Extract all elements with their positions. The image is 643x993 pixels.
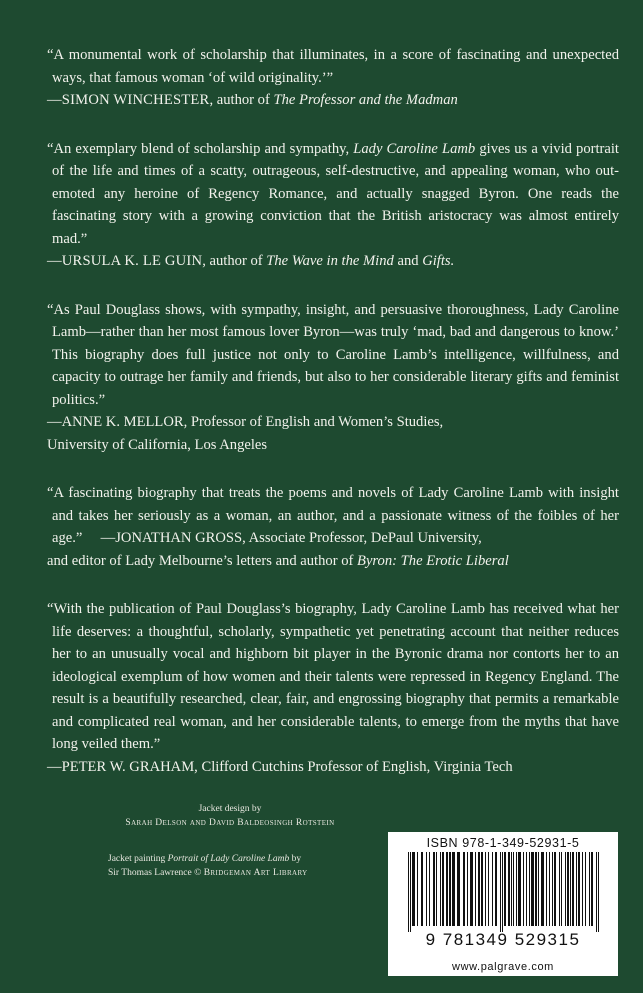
attribution (47, 89, 619, 112)
barcode-guard-bar (500, 852, 501, 932)
quote-text: “With the publication of Paul Douglass’s biography, Lady Caroline Lamb has received what her life deserves: a thoughtful, scholarly, sympathetic yet penetrating account that neither reduces her to an unusually vocal and highborn bit player in the Byronic drama nor contorts her to an ideological exemplum of how women and their talents were repressed in Regency England. The result is a beautifully researched, clear, fair, and engrossing biography that permits a remarkable and complicated real woman, and her considerable talents, to emerge from the myths that have long veiled them.” (47, 601, 619, 752)
barcode-bar (463, 852, 465, 926)
barcode-bar (567, 852, 569, 926)
painting-library: Bridgeman Art Library (203, 868, 308, 878)
endorsement-le-guin (47, 138, 619, 273)
barcode-bar (442, 852, 444, 926)
barcode-bar (578, 852, 580, 926)
isbn-barcode (388, 832, 618, 958)
painting-title: Portrait of Lady Caroline Lamb (167, 854, 290, 864)
barcode-bar (541, 852, 544, 926)
attribution-book: The Professor and the Madman (273, 92, 458, 108)
barcode-bar (429, 852, 430, 926)
quote-body-end: gives us a vivid portrait of the life and times of a scatty, outrageous, self-destructive, and appealing woman, who out-emoted any heroine of Regency Romance, and actually snagged Byron. One reads the fascinating story with a growing conviction that the British aristocracy was almost entirely mad.” (52, 140, 619, 247)
barcode-bar (488, 852, 489, 926)
barcode-bar (582, 852, 583, 926)
painting-by: by (289, 854, 302, 864)
endorsement-gross (47, 482, 619, 572)
quote-body: “A fascinating biography that treats the poems and novels of Lady Caroline Lamb with insight and takes her seriously as a woman, an author, and a passionate witness of the foibles of her age.” (47, 485, 619, 546)
barcode-bar (492, 852, 493, 926)
barcode-bar (576, 852, 577, 926)
attribution-text: , author of (209, 92, 274, 108)
attribution-and: and (393, 253, 423, 269)
barcode-bar (440, 852, 441, 926)
design-names: Sarah Delson and David Baldeosingh Rotstein (125, 818, 335, 828)
painting-line-2 (108, 866, 328, 880)
barcode-bar (585, 852, 586, 926)
barcode-bar (436, 852, 437, 926)
painting-label: Jacket painting (108, 854, 168, 864)
attribution-line-2: University of California, Los Angeles (47, 436, 268, 453)
barcode-bar (495, 852, 497, 926)
barcode-bar (538, 852, 539, 926)
attribution-line-1: —PETER W. GRAHAM, Clifford Cutchins Professor of English, Virginia Tech (47, 758, 513, 775)
endorsement-mellor (47, 299, 619, 457)
barcode-bar (452, 852, 455, 926)
barcode-bar (421, 852, 423, 926)
barcode-bar (478, 852, 480, 926)
barcode-bar (446, 852, 448, 926)
publisher-url: www.palgrave.com (388, 958, 618, 976)
painting-artist: Sir Thomas Lawrence © (108, 868, 204, 878)
quote-body: “An exemplary blend of scholarship and sympathy, (47, 140, 354, 157)
attribution (47, 250, 619, 273)
jacket-painting-credit (108, 852, 328, 880)
barcode-bar (417, 852, 418, 926)
barcode-guard-bar (598, 852, 599, 932)
quote-text (47, 44, 619, 89)
barcode-bar (504, 852, 506, 926)
attribution-name: —SIMON WINCHESTER (47, 92, 210, 108)
barcode-bar (449, 852, 451, 926)
barcode-bar (559, 852, 560, 926)
barcode-bar (561, 852, 562, 926)
quote-book-title: Lady Caroline Lamb (353, 140, 476, 157)
barcode-bar (516, 852, 517, 926)
attribution-name: —URSULA K. LE GUIN (47, 253, 203, 269)
quote-text: “As Paul Douglass shows, with sympathy, insight, and persuasive thoroughness, Lady Caroline Lamb—rather than her most famous lover Byron—was truly ‘mad, bad and dangerous to know.’ This biography does full justice not only to Caroline Lamb’s intelligence, willfulness, and capacity to outrage her family and friends, but also to her considerable literary gifts and feminist politics.” (47, 301, 619, 408)
barcode-bar (549, 852, 550, 926)
attribution-book: The Wave in the Mind (266, 253, 394, 269)
barcode-bar (552, 852, 553, 926)
attribution-book-2: Gifts. (422, 253, 455, 269)
endorsement-graham (47, 598, 619, 778)
barcode-bar (481, 852, 483, 926)
quote-text (47, 138, 619, 251)
barcode-bar (529, 852, 530, 926)
attribution-name: —JONATHAN GROSS, Associate Professor, DePaul University, (100, 530, 482, 546)
barcode-bar (433, 852, 435, 926)
quote-body: “A monumental work of scholarship that illuminates, in a score of fascinating and unexpected ways, that famous woman ‘of wild originality.’” (47, 47, 619, 86)
barcode-bars (394, 852, 612, 932)
barcode-bar (526, 852, 527, 926)
barcode-bar (485, 852, 486, 926)
barcode-guard-bar (410, 852, 411, 932)
jacket-design-credit (110, 802, 350, 830)
barcode-bar (546, 852, 547, 926)
barcode-guard-bar (596, 852, 597, 932)
attribution-line-2 (47, 550, 619, 573)
barcode-bar (508, 852, 510, 926)
barcode-bar (467, 852, 468, 926)
endorsements (47, 44, 619, 804)
barcode-bar (426, 852, 427, 926)
barcode-digits: 9 781349 529315 (425, 930, 581, 949)
barcode-bar (475, 852, 476, 926)
barcode-bar (412, 852, 415, 926)
attribution-book: Byron: The Erotic Liberal (357, 552, 509, 569)
barcode-bar (457, 852, 460, 926)
painting-line-1 (108, 852, 328, 866)
barcode-bar (591, 852, 593, 926)
quote-text (47, 482, 619, 550)
barcode-guard-bar (502, 852, 503, 932)
attribution-text: and editor of Lady Melbourne’s letters and author of (47, 552, 358, 569)
barcode-bar (554, 852, 556, 926)
barcode-bar (565, 852, 566, 926)
attribution-line-1: —ANNE K. MELLOR, Professor of English and Women’s Studies, (47, 414, 444, 430)
barcode-bar (535, 852, 537, 926)
barcode-bar (589, 852, 590, 926)
barcode-bar (523, 852, 524, 926)
barcode-bar (511, 852, 512, 926)
barcode-guard-bar (408, 852, 409, 932)
barcode-bar (470, 852, 473, 926)
attribution-text: , author of (202, 253, 267, 269)
design-label: Jacket design by (198, 804, 262, 814)
endorsement-winchester (47, 44, 619, 112)
isbn-text: ISBN 978-1-349-52931-5 (426, 836, 580, 850)
barcode-bar (513, 852, 514, 926)
barcode-bar (518, 852, 521, 926)
barcode-bar (531, 852, 534, 926)
barcode-bar (570, 852, 571, 926)
barcode-bar (572, 852, 574, 926)
